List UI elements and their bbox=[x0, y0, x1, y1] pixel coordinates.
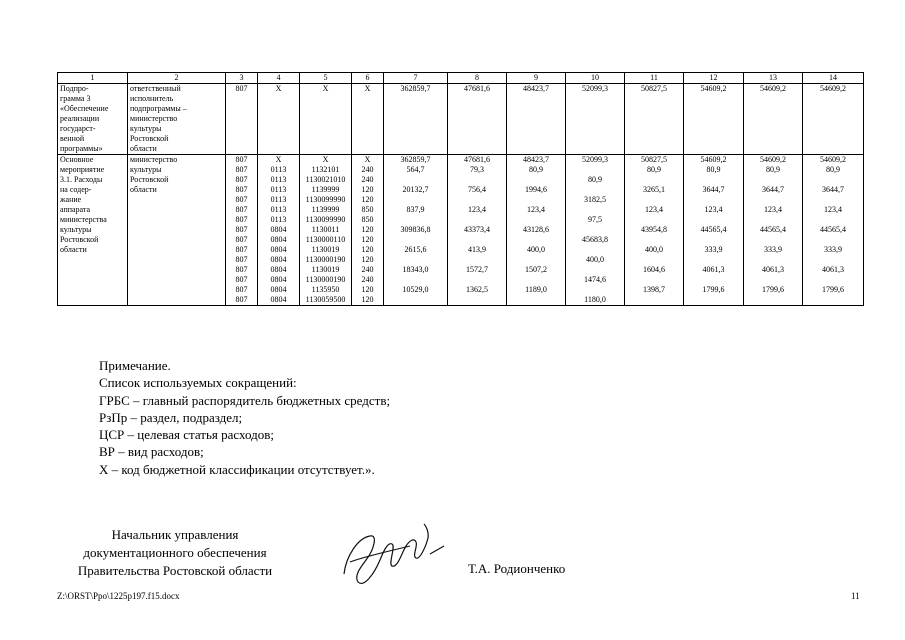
row2-col10-cell-line bbox=[568, 205, 622, 215]
row2-name-cell-line: мероприятие bbox=[60, 165, 105, 174]
row2-col12-cell-line: 44565,4 bbox=[700, 225, 727, 234]
row1-value: 807 bbox=[235, 84, 248, 93]
row2-col6-cell-line: 120 bbox=[361, 295, 374, 304]
row2-col3-cell-line: 807 bbox=[235, 285, 248, 294]
row2-name-cell-line: Ростовской bbox=[60, 235, 99, 244]
row1-executor-cell-line: министерство bbox=[130, 114, 178, 123]
abbreviations-note bbox=[99, 357, 390, 478]
row1-value: 50827,5 bbox=[641, 84, 667, 93]
row2-col13-cell-line: 123,4 bbox=[764, 205, 782, 214]
row2-col14-cell-line: 54609,2 bbox=[820, 155, 846, 164]
column-number-13: 13 bbox=[744, 73, 803, 84]
signatory-title-line-3: Правительства Ростовской области bbox=[77, 563, 273, 578]
row2-col5-cell-line: 1130099990 bbox=[305, 215, 346, 224]
row2-col4-cell-line: 0804 bbox=[270, 255, 287, 264]
row2-col9-cell-line bbox=[509, 275, 563, 285]
row2-col10-cell-line: 97,5 bbox=[588, 215, 602, 224]
row1-value-cell-col12 bbox=[684, 84, 744, 155]
row2-col12-cell-line: 54609,2 bbox=[700, 155, 727, 164]
column-number-2: 2 bbox=[128, 73, 226, 84]
column-number-7: 7 bbox=[384, 73, 448, 84]
row2-col8-cell-line: 1362,5 bbox=[466, 285, 488, 294]
row2-name-cell-line: аппарата bbox=[60, 205, 91, 214]
row2-col8-cell-line bbox=[450, 215, 504, 225]
row2-col3-cell-line: 807 bbox=[235, 205, 248, 214]
row2-col11-cell bbox=[625, 155, 684, 306]
row1-value-cell-col9 bbox=[507, 84, 566, 155]
note-abbr-list-title: Список используемых сокращений: bbox=[99, 375, 297, 391]
row2-col12-cell bbox=[684, 155, 744, 306]
row2-col9-cell-line bbox=[509, 255, 563, 265]
row2-col12-cell-line bbox=[686, 175, 741, 185]
row1-value: Х bbox=[322, 84, 329, 93]
row2-col12-cell-line: 3644,7 bbox=[702, 185, 725, 194]
row2-col14-cell-line: 333,9 bbox=[824, 245, 842, 254]
row2-col6-cell bbox=[352, 155, 384, 306]
row2-col14-cell-line: 1799,6 bbox=[822, 285, 844, 294]
row2-col12-cell-line: 4061,3 bbox=[702, 265, 725, 274]
row2-col14-cell bbox=[803, 155, 864, 306]
row2-col10-cell-line: 3182,5 bbox=[584, 195, 606, 204]
row1-executor-cell-line: области bbox=[130, 144, 157, 153]
row1-value: Х bbox=[364, 84, 371, 93]
row2-col3-cell-line: 807 bbox=[235, 225, 248, 234]
row2-name-cell-line: Основное bbox=[60, 155, 94, 164]
row1-value: 54609,2 bbox=[760, 84, 786, 93]
column-number-9: 9 bbox=[507, 73, 566, 84]
row2-col9-cell-line bbox=[509, 295, 563, 305]
row2-col5-cell-line: 1130019 bbox=[311, 245, 340, 254]
row2-col12-cell-line: 123,4 bbox=[704, 205, 723, 214]
row2-col8-cell-line bbox=[450, 175, 504, 185]
row2-col6-cell-line: 240 bbox=[361, 165, 374, 174]
row2-col6-cell-line: 120 bbox=[361, 235, 374, 244]
row2-col12-cell-line bbox=[686, 275, 741, 285]
row2-col13-cell-line bbox=[746, 275, 800, 285]
row2-col5-cell-line: 1130000110 bbox=[305, 235, 346, 244]
row2-col5-cell bbox=[300, 155, 352, 306]
row2-col3-cell-line: 807 bbox=[235, 255, 248, 264]
row2-col4-cell-line: Х bbox=[275, 155, 282, 164]
row2-col4-cell-line: 0113 bbox=[270, 205, 287, 214]
row2-col13-cell-line: 4061,3 bbox=[762, 265, 784, 274]
row2-col4-cell-line: 0804 bbox=[270, 245, 287, 254]
row2-col6-cell-line: 240 bbox=[361, 275, 374, 284]
column-number-4: 4 bbox=[258, 73, 300, 84]
row2-col5-cell-line: 1130000190 bbox=[305, 255, 346, 264]
row2-col14-cell-line: 3644,7 bbox=[822, 185, 844, 194]
row2-executor-cell-line: культуры bbox=[130, 165, 162, 174]
note-abbr-csr: ЦСР – целевая статья расходов; bbox=[99, 427, 274, 443]
row2-col5-cell-line: 1135950 bbox=[311, 285, 340, 294]
row2-name-cell-line: министерства bbox=[60, 215, 107, 224]
row2-col3-cell-line: 807 bbox=[235, 215, 248, 224]
row2-col8-cell-line: 756,4 bbox=[468, 185, 486, 194]
row1-name-cell-line: программы» bbox=[60, 144, 103, 153]
column-number-12: 12 bbox=[684, 73, 744, 84]
row2-col8-cell-line bbox=[450, 275, 504, 285]
row2-col11-cell-line: 80,9 bbox=[647, 165, 661, 174]
row2-col10-cell-line bbox=[568, 225, 622, 235]
signatory-title bbox=[60, 526, 290, 580]
note-abbr-grbs: ГРБС – главный распорядитель бюджетных средств; bbox=[99, 392, 391, 408]
row2-col13-cell bbox=[744, 155, 803, 306]
row2-col7-cell-line: 362859,7 bbox=[400, 155, 431, 164]
row1-name-cell-line: «Обеспечение bbox=[60, 104, 109, 113]
row1-value: 48423,7 bbox=[523, 84, 549, 93]
column-number-6: 6 bbox=[352, 73, 384, 84]
row2-col10-cell-line bbox=[568, 165, 622, 175]
row1-value-cell-col7 bbox=[384, 84, 448, 155]
row2-col11-cell-line bbox=[627, 175, 681, 185]
row2-name-cell-line: культуры bbox=[60, 225, 92, 234]
row2-col13-cell-line: 54609,2 bbox=[760, 155, 786, 164]
row2-col7-cell-line bbox=[386, 175, 445, 185]
row2-col7-cell-line bbox=[386, 195, 445, 205]
row2-col10-cell-line bbox=[568, 285, 622, 295]
row2-col11-cell-line: 123,4 bbox=[645, 205, 663, 214]
row1-executor-cell-line: культуры bbox=[130, 124, 162, 133]
row2-col4-cell-line: 0113 bbox=[270, 185, 287, 194]
row2-col3-cell-line: 807 bbox=[235, 235, 248, 244]
row2-col13-cell-line bbox=[746, 295, 800, 305]
row2-col11-cell-line: 1398,7 bbox=[643, 285, 665, 294]
row2-col13-cell-line: 3644,7 bbox=[762, 185, 784, 194]
row2-col4-cell-line: 0804 bbox=[270, 275, 287, 284]
row2-col6-cell-line: 240 bbox=[361, 265, 374, 274]
row2-col9-cell-line: 43128,6 bbox=[523, 225, 549, 234]
row2-col9-cell-line bbox=[509, 215, 563, 225]
row2-col11-cell-line: 43954,8 bbox=[641, 225, 667, 234]
column-number-8: 8 bbox=[448, 73, 507, 84]
row2-col4-cell-line: 0113 bbox=[270, 165, 287, 174]
column-number-11: 11 bbox=[625, 73, 684, 84]
row2-name-cell-line: 3.1. Расходы bbox=[60, 175, 103, 184]
row2-name-cell-line: на содер- bbox=[60, 185, 92, 194]
row2-col14-cell-line bbox=[805, 275, 861, 285]
row1-value-cell-col6 bbox=[352, 84, 384, 155]
row2-col7-cell-line: 309836,8 bbox=[400, 225, 431, 234]
row2-col9-cell-line: 1507,2 bbox=[525, 265, 547, 274]
row2-col7-cell-line: 20132,7 bbox=[402, 185, 429, 194]
row2-col10-cell-line: 400,0 bbox=[586, 255, 604, 264]
table-row-main-activity-3-1 bbox=[58, 155, 864, 306]
row2-col4-cell-line: 0113 bbox=[270, 195, 287, 204]
row1-value-cell-col11 bbox=[625, 84, 684, 155]
row1-executor-cell-line: Ростовской bbox=[130, 134, 169, 143]
row2-col5-cell-line: 1130019 bbox=[311, 265, 340, 274]
row2-col9-cell-line bbox=[509, 235, 563, 245]
row2-col13-cell-line bbox=[746, 215, 800, 225]
row2-col4-cell-line: 0113 bbox=[270, 175, 287, 184]
row1-executor-cell-line: ответственный bbox=[130, 84, 181, 93]
note-abbr-x: Х – код бюджетной классификации отсутствует.». bbox=[99, 461, 375, 477]
row2-col4-cell-line: 0113 bbox=[270, 215, 287, 224]
row2-executor-cell-line: министерство bbox=[130, 155, 178, 164]
row2-col3-cell-line: 807 bbox=[235, 165, 248, 174]
signer-name: Т.А. Родионченко bbox=[468, 561, 566, 576]
row2-col11-cell-line: 400,0 bbox=[645, 245, 663, 254]
row2-col10-cell-line: 45683,8 bbox=[582, 235, 608, 244]
row2-col10-cell-line bbox=[568, 185, 622, 195]
note-abbr-rzpr: РзПр – раздел, подраздел; bbox=[99, 409, 243, 425]
row2-col14-cell-line: 80,9 bbox=[826, 165, 840, 174]
row2-col5-cell-line: 1132101 bbox=[311, 165, 340, 174]
row2-col5-cell-line: Х bbox=[322, 155, 329, 164]
row2-col8-cell-line: 47681,6 bbox=[464, 155, 490, 164]
row2-col12-cell-line bbox=[686, 195, 741, 205]
row2-name-cell-line: жание bbox=[60, 195, 82, 204]
row2-col7-cell-line bbox=[386, 275, 445, 285]
row1-name-cell-line: реализации bbox=[60, 114, 100, 123]
row2-col14-cell-line bbox=[805, 235, 861, 245]
row2-col13-cell-line: 1799,6 bbox=[762, 285, 784, 294]
row2-col6-cell-line: 850 bbox=[361, 205, 374, 214]
row2-col11-cell-line bbox=[627, 215, 681, 225]
row2-col4-cell bbox=[258, 155, 300, 306]
row2-name-cell bbox=[58, 155, 128, 306]
row1-value: 52099,3 bbox=[582, 84, 608, 93]
row1-executor-cell-line: исполнитель bbox=[130, 94, 174, 103]
row2-col3-cell-line: 807 bbox=[235, 275, 248, 284]
column-number-14: 14 bbox=[803, 73, 864, 84]
row2-col9-cell-line bbox=[509, 175, 563, 185]
row2-col11-cell-line: 50827,5 bbox=[641, 155, 667, 164]
row2-col8-cell-line bbox=[450, 255, 504, 265]
column-number-3: 3 bbox=[226, 73, 258, 84]
table-row-subprogram-3 bbox=[58, 84, 864, 155]
row2-col9-cell-line: 80,9 bbox=[529, 165, 543, 174]
row2-col9-cell-line: 1994,6 bbox=[525, 185, 547, 194]
row2-col4-cell-line: 0804 bbox=[270, 295, 287, 304]
row2-col6-cell-line: 240 bbox=[361, 175, 374, 184]
row2-col6-cell-line: 120 bbox=[361, 255, 374, 264]
row2-col10-cell-line bbox=[568, 245, 622, 255]
row1-value-cell-col10 bbox=[566, 84, 625, 155]
row2-col12-cell-line bbox=[686, 295, 741, 305]
row2-col3-cell-line: 807 bbox=[235, 185, 248, 194]
row2-col12-cell-line: 1799,6 bbox=[702, 285, 725, 294]
row1-value: 54609,2 bbox=[820, 84, 846, 93]
budget-table bbox=[57, 72, 864, 306]
row2-col10-cell-line: 52099,3 bbox=[582, 155, 608, 164]
row2-col10-cell-line: 80,9 bbox=[588, 175, 602, 184]
row2-col13-cell-line: 80,9 bbox=[766, 165, 780, 174]
row1-value: Х bbox=[275, 84, 282, 93]
row2-name-cell-line: области bbox=[60, 245, 87, 254]
row2-col5-cell-line: 1130099990 bbox=[305, 195, 346, 204]
row2-col9-cell-line bbox=[509, 195, 563, 205]
row2-col9-cell-line: 400,0 bbox=[527, 245, 545, 254]
row2-col8-cell-line: 413,9 bbox=[468, 245, 486, 254]
row2-executor-cell-line: области bbox=[130, 185, 157, 194]
row2-col7-cell-line bbox=[386, 255, 445, 265]
row2-col11-cell-line: 1604,6 bbox=[643, 265, 665, 274]
signatory-title-line-2: документационного обеспечения bbox=[83, 545, 267, 560]
row2-col8-cell-line: 123,4 bbox=[468, 205, 486, 214]
row2-col10-cell bbox=[566, 155, 625, 306]
row2-col11-cell-line bbox=[627, 235, 681, 245]
row2-col14-cell-line: 44565,4 bbox=[820, 225, 846, 234]
note-title: Примечание. bbox=[99, 358, 171, 373]
row1-value: 362859,7 bbox=[400, 84, 431, 93]
table-header-row bbox=[58, 73, 864, 84]
row2-col13-cell-line bbox=[746, 175, 800, 185]
row2-col9-cell bbox=[507, 155, 566, 306]
row2-col13-cell-line bbox=[746, 195, 800, 205]
row2-col11-cell-line bbox=[627, 275, 681, 285]
row2-col8-cell-line: 1572,7 bbox=[466, 265, 488, 274]
row2-executor-cell bbox=[128, 155, 226, 306]
row1-name-cell-line: венной bbox=[60, 134, 85, 143]
row2-col11-cell-line bbox=[627, 295, 681, 305]
row2-col5-cell-line: 1130059500 bbox=[305, 295, 346, 304]
row2-col13-cell-line bbox=[746, 235, 800, 245]
row2-col3-cell-line: 807 bbox=[235, 155, 248, 164]
row2-col12-cell-line: 80,9 bbox=[706, 165, 721, 174]
row2-col6-cell-line: 850 bbox=[361, 215, 374, 224]
row1-name-cell-line: Подпро- bbox=[60, 84, 89, 93]
row2-col3-cell-line: 807 bbox=[235, 295, 248, 304]
row2-col12-cell-line: 333,9 bbox=[704, 245, 723, 254]
row2-col5-cell-line: 1139999 bbox=[311, 205, 340, 214]
row2-col4-cell-line: 0804 bbox=[270, 225, 287, 234]
row2-col6-cell-line: 120 bbox=[361, 285, 374, 294]
row2-col14-cell-line: 4061,3 bbox=[822, 265, 844, 274]
row1-executor-cell bbox=[128, 84, 226, 155]
row2-col7-cell-line: 837,9 bbox=[406, 205, 425, 214]
row1-name-cell-line: государст- bbox=[60, 124, 96, 133]
note-abbr-vr: ВР – вид расходов; bbox=[99, 444, 204, 460]
row2-col3-cell-line: 807 bbox=[235, 195, 248, 204]
column-number-1: 1 bbox=[58, 73, 128, 84]
handwritten-signature bbox=[336, 516, 446, 591]
row1-value-cell-col4 bbox=[258, 84, 300, 155]
row2-col9-cell-line: 1189,0 bbox=[525, 285, 547, 294]
row2-col8-cell bbox=[448, 155, 507, 306]
row2-col5-cell-line: 1130011 bbox=[311, 225, 340, 234]
row1-name-cell-line: грамма 3 bbox=[60, 94, 91, 103]
row2-col7-cell-line: 18343,0 bbox=[402, 265, 429, 274]
row2-col5-cell-line: 1139999 bbox=[311, 185, 340, 194]
row2-col5-cell-line: 1130000190 bbox=[305, 275, 346, 284]
row2-col9-cell-line: 48423,7 bbox=[523, 155, 549, 164]
row2-col10-cell-line bbox=[568, 265, 622, 275]
row2-col6-cell-line: 120 bbox=[361, 185, 374, 194]
row1-value-cell-col14 bbox=[803, 84, 864, 155]
row2-col3-cell-line: 807 bbox=[235, 245, 248, 254]
row1-value: 47681,6 bbox=[464, 84, 490, 93]
row2-col6-cell-line: 120 bbox=[361, 245, 374, 254]
column-number-5: 5 bbox=[300, 73, 352, 84]
row2-col4-cell-line: 0804 bbox=[270, 265, 287, 274]
row2-col9-cell-line: 123,4 bbox=[527, 205, 545, 214]
row1-value: 54609,2 bbox=[700, 84, 727, 93]
row1-value-cell-col13 bbox=[744, 84, 803, 155]
row2-col13-cell-line bbox=[746, 255, 800, 265]
row1-name-cell bbox=[58, 84, 128, 155]
row1-value-cell-col5 bbox=[300, 84, 352, 155]
row2-col7-cell-line bbox=[386, 215, 445, 225]
row2-col8-cell-line bbox=[450, 195, 504, 205]
row2-col11-cell-line bbox=[627, 255, 681, 265]
row2-col6-cell-line: 120 bbox=[361, 195, 374, 204]
row2-col7-cell bbox=[384, 155, 448, 306]
row2-col8-cell-line: 79,3 bbox=[470, 165, 484, 174]
row1-value-cell-col3 bbox=[226, 84, 258, 155]
signatory-title-line-1: Начальник управления bbox=[111, 527, 239, 542]
row2-col3-cell-line: 807 bbox=[235, 265, 248, 274]
row2-col14-cell-line bbox=[805, 195, 861, 205]
row2-col11-cell-line bbox=[627, 195, 681, 205]
page-number: 11 bbox=[851, 591, 860, 601]
row2-col14-cell-line bbox=[805, 255, 861, 265]
row1-value-cell-col8 bbox=[448, 84, 507, 155]
row2-col10-cell-line: 1474,6 bbox=[584, 275, 606, 284]
row2-col14-cell-line bbox=[805, 215, 861, 225]
row2-col13-cell-line: 44565,4 bbox=[760, 225, 786, 234]
row1-executor-cell-line: подпрограммы – bbox=[130, 104, 187, 113]
file-path: Z:\ORST\Ppo\1225p197.f15.docx bbox=[57, 591, 180, 601]
row2-col6-cell-line: 120 bbox=[361, 225, 374, 234]
row2-col13-cell-line: 333,9 bbox=[764, 245, 782, 254]
row2-col12-cell-line bbox=[686, 235, 741, 245]
row2-col5-cell-line: 1130021010 bbox=[305, 175, 346, 184]
row2-executor-cell-line: Ростовской bbox=[130, 175, 169, 184]
row2-col11-cell-line: 3265,1 bbox=[643, 185, 665, 194]
row2-col8-cell-line: 43373,4 bbox=[464, 225, 490, 234]
row2-col7-cell-line: 564,7 bbox=[406, 165, 425, 174]
row2-col10-cell-line: 1180,0 bbox=[584, 295, 606, 304]
row2-col7-cell-line: 10529,0 bbox=[402, 285, 429, 294]
row2-col7-cell-line bbox=[386, 295, 445, 305]
row2-col4-cell-line: 0804 bbox=[270, 235, 287, 244]
row2-col7-cell-line bbox=[386, 235, 445, 245]
row2-col4-cell-line: 0804 bbox=[270, 285, 287, 294]
row2-col14-cell-line bbox=[805, 175, 861, 185]
row2-col8-cell-line bbox=[450, 295, 504, 305]
row2-col14-cell-line bbox=[805, 295, 861, 305]
row2-col14-cell-line: 123,4 bbox=[824, 205, 842, 214]
row2-col12-cell-line bbox=[686, 215, 741, 225]
row2-col7-cell-line: 2615,6 bbox=[404, 245, 427, 254]
column-number-10: 10 bbox=[566, 73, 625, 84]
row2-col12-cell-line bbox=[686, 255, 741, 265]
row2-col3-cell-line: 807 bbox=[235, 175, 248, 184]
row2-col3-cell bbox=[226, 155, 258, 306]
row2-col8-cell-line bbox=[450, 235, 504, 245]
row2-col6-cell-line: Х bbox=[364, 155, 371, 164]
